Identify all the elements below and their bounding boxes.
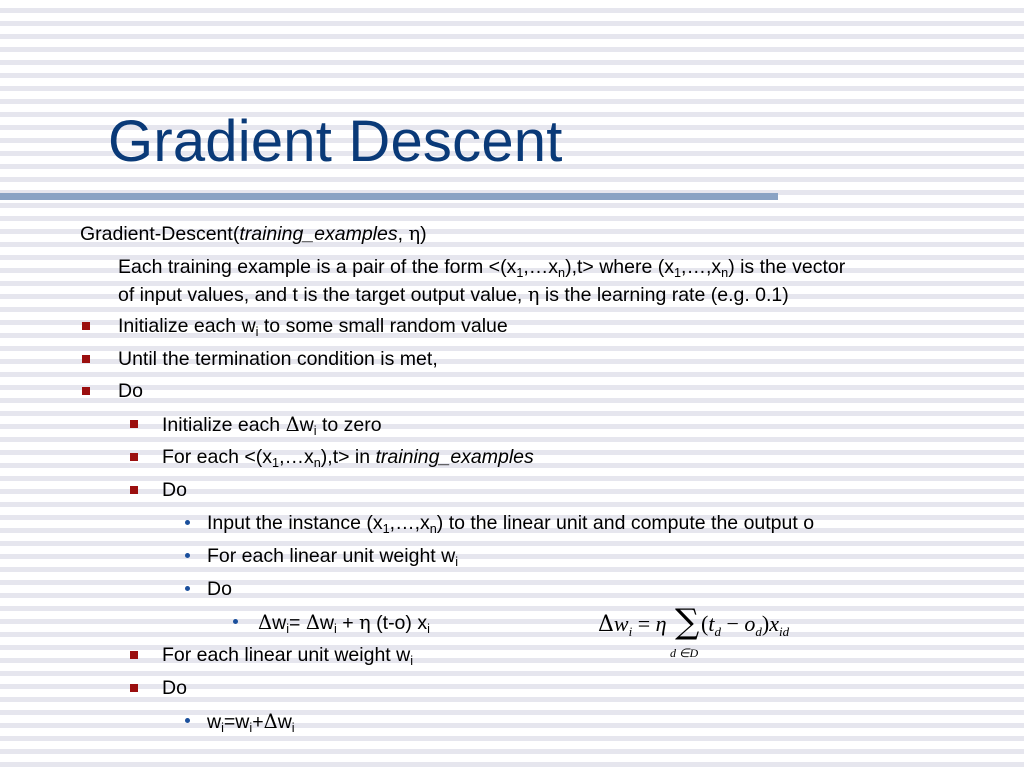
dot-bullet-icon xyxy=(185,553,190,558)
step-do-weight: Do xyxy=(207,578,232,600)
square-bullet-icon xyxy=(82,355,90,363)
step-delta-update: $\Delta w_i= \Delta w_i + \eta$ (t-o) $x_i$ xyxy=(258,611,430,637)
step-for-each-example: For each $<(x_1,\dots x_n),t>$ in training_examples xyxy=(162,446,534,471)
step-do-inner: Do xyxy=(162,479,187,501)
square-bullet-icon xyxy=(82,387,90,395)
step-initialize-weights: Initialize each $w_i$ to some small random value xyxy=(118,315,508,340)
description-line-2: of input values, and t is the target output value, η is the learning rate (e.g. 0.1) xyxy=(118,283,789,306)
step-weight-update: $w_i=w_i+\Delta w_i$ xyxy=(207,710,295,736)
step-initialize-delta: Initialize each $\Delta w_i$ to zero xyxy=(162,413,382,439)
sum-range: d ∈D xyxy=(670,646,699,660)
step-input-instance: Input the instance $(x_1,\dots,x_n)$ to the linear unit and compute the output o xyxy=(207,512,815,537)
delta-rule-formula: $\Delta w_i = \eta$ ∑ $(t_d - o_d)x_{id}$ d ∈D xyxy=(598,602,790,660)
step-until: Until the termination condition is met, xyxy=(118,348,438,370)
description-line-1: Each training example is a pair of the form $<(x_1,\dots x_n),t>$ where $(x_1,\dots,x_n)$ is the vector xyxy=(118,256,846,281)
slide-title: Gradient Descent xyxy=(108,109,563,174)
step-for-each-weight-update: For each linear unit weight $w_i$ xyxy=(162,644,414,669)
square-bullet-icon xyxy=(130,486,138,494)
square-bullet-icon xyxy=(130,684,138,692)
title-divider xyxy=(0,193,778,200)
step-do-final: Do xyxy=(162,677,187,699)
procedure-signature: Gradient-Descent(training_examples, η) xyxy=(80,222,427,245)
dot-bullet-icon xyxy=(185,520,190,525)
square-bullet-icon xyxy=(130,453,138,461)
dot-bullet-icon xyxy=(185,586,190,591)
square-bullet-icon xyxy=(82,322,90,330)
dot-bullet-icon xyxy=(185,718,190,723)
square-bullet-icon xyxy=(130,651,138,659)
square-bullet-icon xyxy=(130,420,138,428)
sigma-symbol: ∑ xyxy=(675,602,700,642)
step-do-outer: Do xyxy=(118,380,143,402)
dot-bullet-icon xyxy=(233,619,238,624)
step-for-each-weight: For each linear unit weight $w_i$ xyxy=(207,545,459,570)
